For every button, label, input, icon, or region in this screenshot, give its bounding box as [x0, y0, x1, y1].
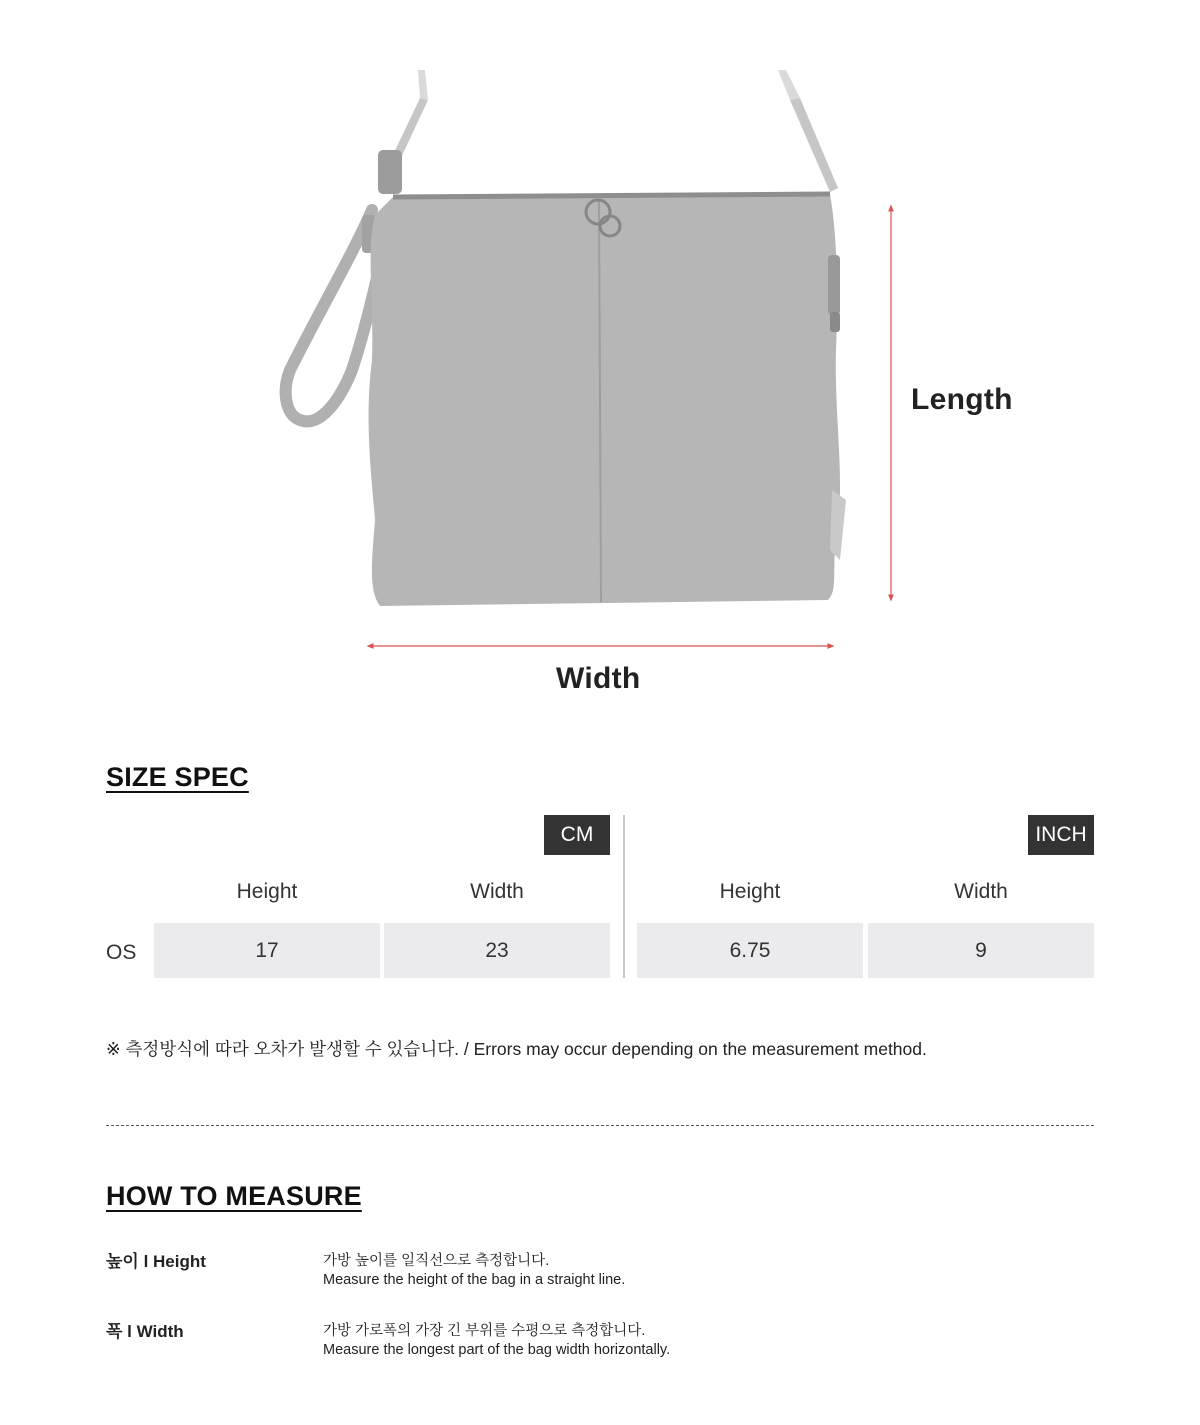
bag-body — [369, 194, 846, 606]
length-label: Length — [911, 383, 1013, 416]
measure-width-korean: 가방 가로폭의 가장 긴 부위를 수평으로 측정합니다. — [323, 1323, 646, 1339]
column-header-cm-width: Width — [470, 880, 524, 903]
column-header-cm-height: Height — [236, 880, 298, 903]
measure-width-label: 폭 l Width — [106, 1322, 184, 1341]
cell-cm-height: 17 — [154, 923, 380, 978]
cell-inch-width: 9 — [868, 923, 1094, 978]
dashed-divider — [106, 1125, 1094, 1126]
unit-badge-inch: INCH — [1028, 815, 1094, 855]
how-to-measure-title: HOW TO MEASURE — [106, 1181, 362, 1211]
measure-height-english: Measure the height of the bag in a straight line. — [323, 1272, 626, 1288]
table-divider — [623, 815, 625, 978]
column-header-inch-width: Width — [954, 880, 1008, 903]
cell-cm-width: 23 — [384, 923, 610, 978]
width-label: Width — [556, 662, 641, 695]
measurement-note: ※ 측정방식에 따라 오차가 발생할 수 있습니다. / Errors may occur depending on the measurement method. — [106, 1039, 927, 1059]
measure-width-english: Measure the longest part of the bag width horizontally. — [323, 1342, 671, 1358]
unit-badge-cm: CM — [544, 815, 610, 855]
measure-height-korean: 가방 높이를 일직선으로 측정합니다. — [323, 1253, 550, 1269]
size-spec-title: SIZE SPEC — [106, 762, 249, 792]
cell-inch-height: 6.75 — [637, 923, 863, 978]
measure-height-label: 높이 l Height — [106, 1252, 206, 1271]
column-header-inch-height: Height — [719, 880, 781, 903]
row-label-os: OS — [106, 941, 137, 964]
